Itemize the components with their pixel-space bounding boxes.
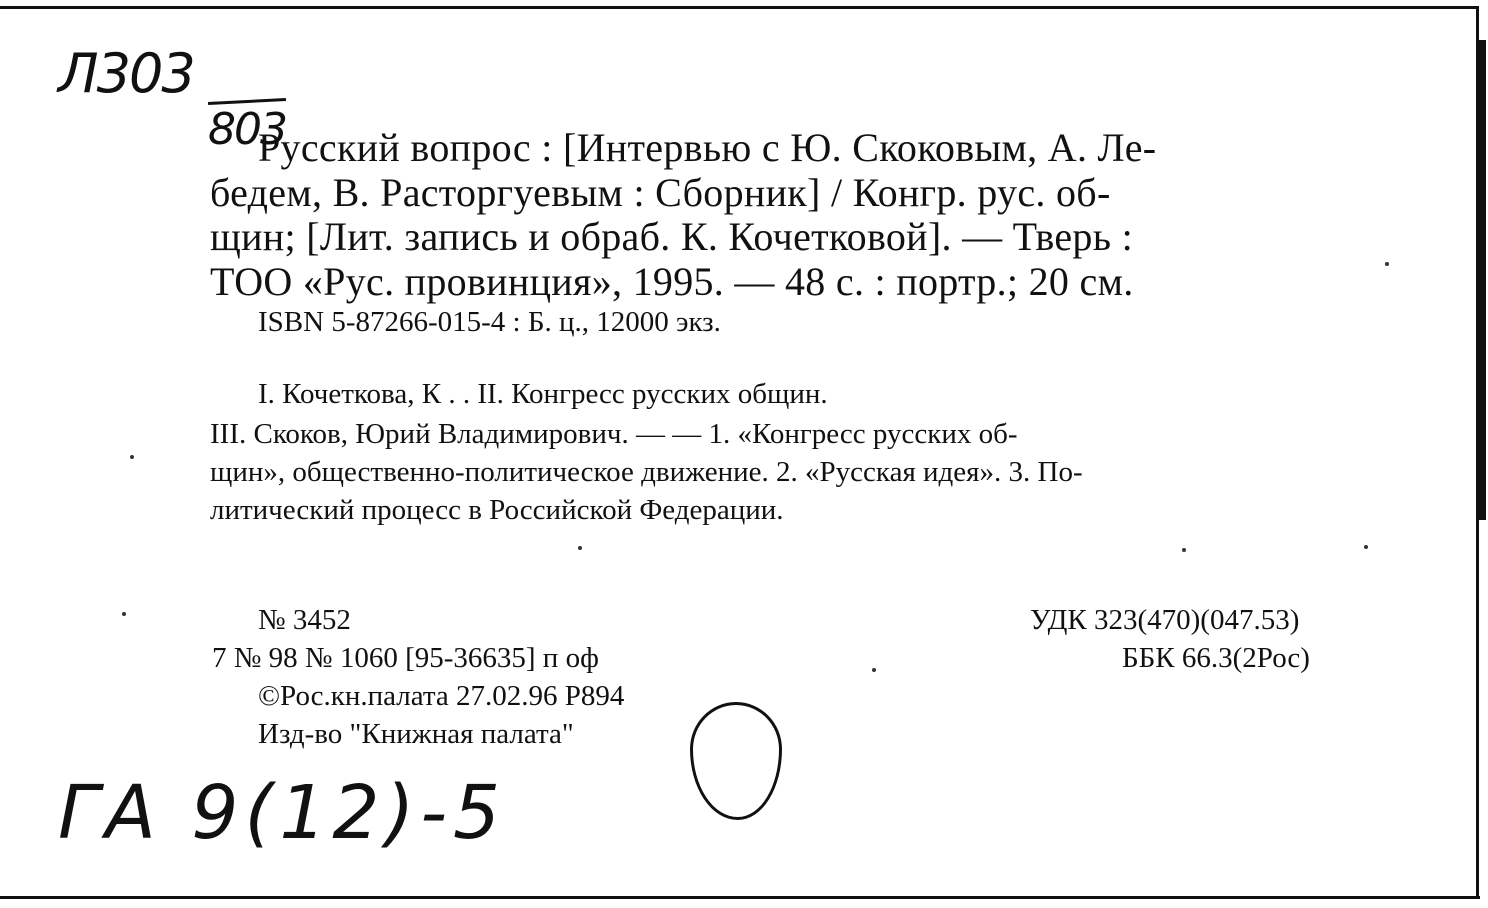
speck <box>1364 545 1368 549</box>
speck <box>122 612 126 616</box>
speck <box>130 455 134 459</box>
speck <box>1385 262 1389 266</box>
footer-copyright: ©Рос.кн.палата 27.02.96 Р894 <box>258 680 625 712</box>
speck <box>578 546 582 550</box>
handwritten-bottom-note: ГА 9(12)-5 <box>58 770 507 856</box>
udk-code: УДК 323(470)(047.53) <box>1030 604 1300 636</box>
title-line-2: бедем, В. Расторгуевым : Сборник] / Конгр. рус. об- <box>210 170 1111 215</box>
subject-line-3: щин», общественно-политическое движение. 2. «Русская идея». 3. По- <box>210 456 1083 488</box>
shelfmark-denominator: 803 <box>208 104 286 155</box>
footer-publisher: Изд-во "Книжная палата" <box>258 718 574 750</box>
subject-line-1: I. Кочеткова, К . . II. Конгресс русских общин. <box>258 378 828 410</box>
title-line-3: щин; [Лит. запись и обраб. К. Кочетковой]. — Тверь : <box>210 214 1133 259</box>
title-line-4: ТОО «Рус. провинция», 1995. — 48 с. : портр.; 20 см. <box>210 259 1134 304</box>
speck <box>872 668 876 672</box>
footer-order: 7 № 98 № 1060 [95-36635] п оф <box>212 642 599 674</box>
handwritten-shelfmark <box>58 42 286 155</box>
subject-line-2: III. Скоков, Юрий Владимирович. — — 1. «Конгресс русских об- <box>210 418 1018 450</box>
subject-line-4: литический процесс в Российской Федерации. <box>210 494 784 526</box>
footer-number: № 3452 <box>258 604 351 636</box>
stamp-circle <box>690 702 782 820</box>
speck <box>1182 548 1186 552</box>
card-border-top <box>0 6 1478 9</box>
bbk-code: ББК 66.3(2Рос) <box>1122 642 1310 674</box>
title-line-1: Русский вопрос : [Интервью с Ю. Скоковым, А. Ле- <box>258 125 1157 170</box>
isbn-line: ISBN 5-87266-015-4 : Б. ц., 12000 экз. <box>258 306 721 338</box>
card-border-bottom <box>0 896 1480 899</box>
card-border-right-thick <box>1476 40 1486 520</box>
shelfmark-top: Л303 <box>58 42 194 105</box>
